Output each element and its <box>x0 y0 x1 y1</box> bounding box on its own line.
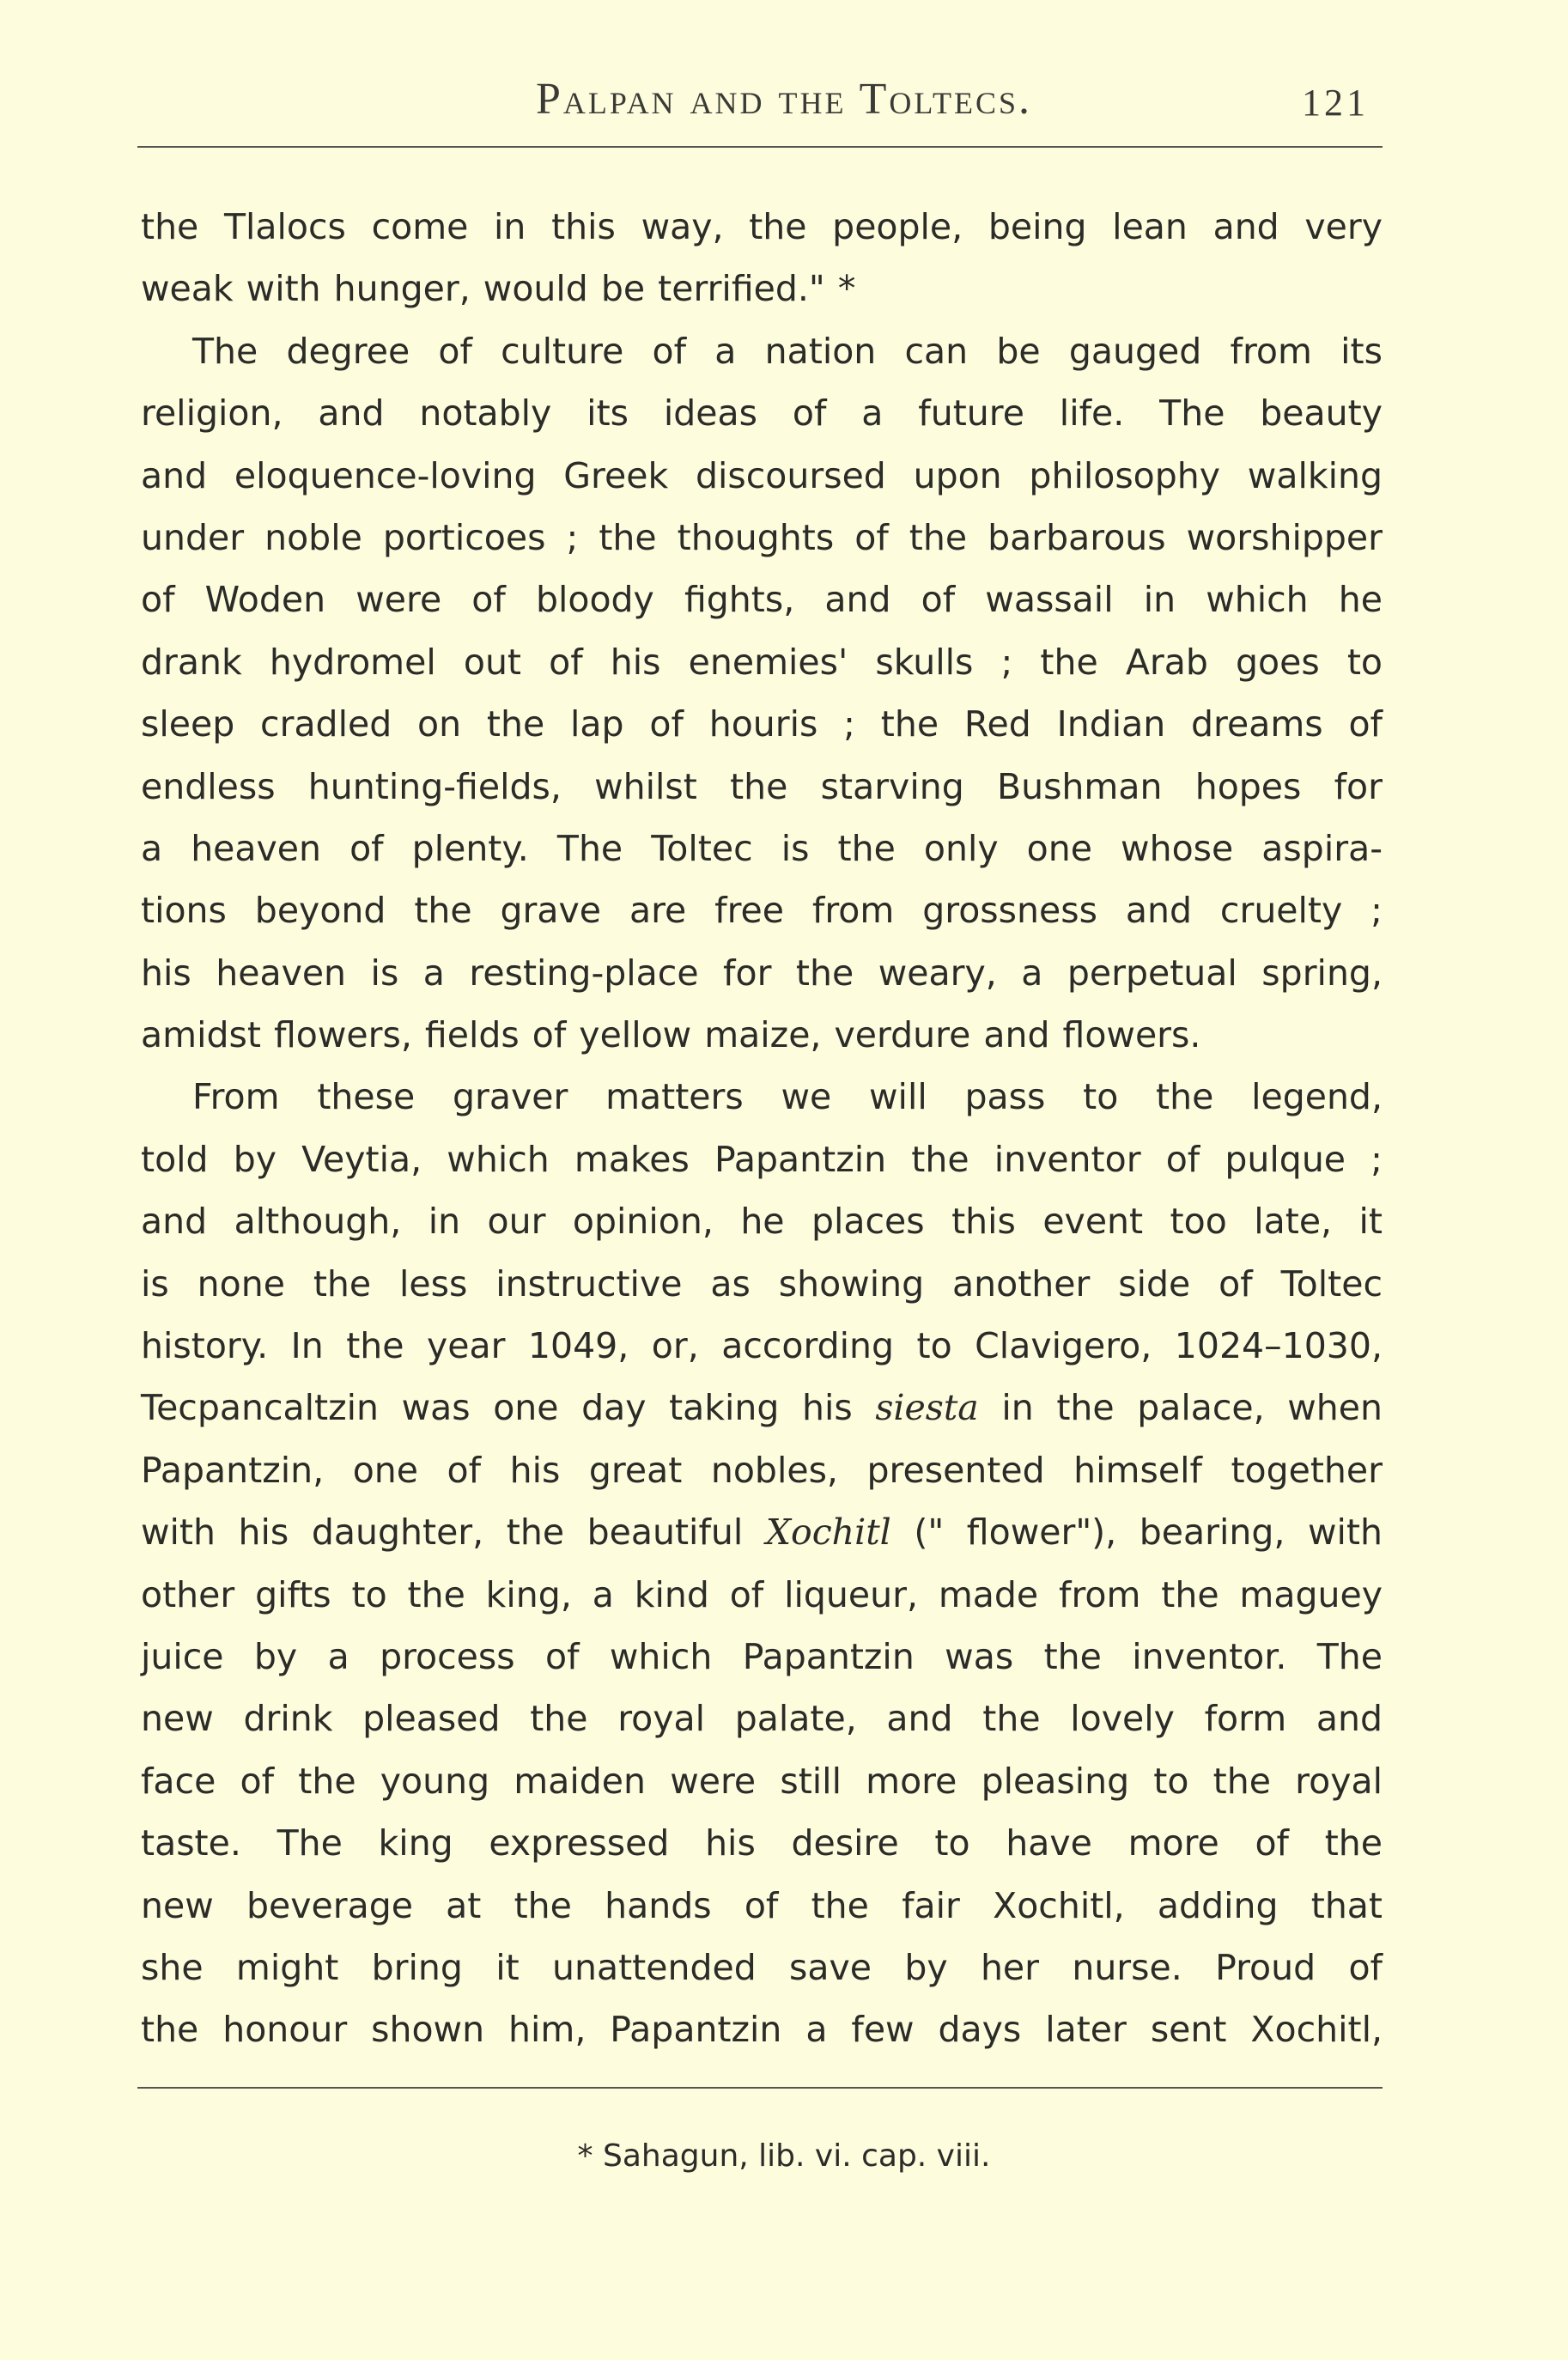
text-line: religion, and notably its ideas of a future life. The beauty <box>141 392 1383 435</box>
text-line: the honour shown him, Papantzin a few days later sent Xochitl, <box>141 2009 1383 2051</box>
text-line: and eloquence-loving Greek discoursed upon philosophy walking <box>141 454 1383 496</box>
text-line: she might bring it unattended save by her nurse. Proud of <box>141 1946 1383 1988</box>
page-number: 121 <box>1302 82 1369 124</box>
text-line: weak with hunger, would be terrified." * <box>141 268 856 310</box>
italic-term: Xochitl <box>765 1511 891 1554</box>
body-text <box>141 196 1383 2061</box>
text-segment: (" flower"), bearing, with <box>914 1511 1383 1554</box>
running-head <box>0 74 1568 125</box>
italic-term: siesta <box>875 1387 979 1429</box>
text-line: other gifts to the king, a kind of liqueur, made from the maguey <box>141 1573 1383 1615</box>
text-line <box>141 1501 1383 1563</box>
text-segment: Tecpancaltzin was one day taking his <box>141 1387 853 1429</box>
text-line: the Tlalocs come in this way, the people, being lean and very <box>141 206 1383 247</box>
text-segment: in the palace, when <box>1001 1387 1383 1429</box>
text-line: face of the young maiden were still more pleasing to the royal <box>141 1760 1383 1802</box>
text-line: Papantzin, one of his great nobles, presented himself together <box>141 1449 1383 1491</box>
text-line: taste. The king expressed his desire to have more of the <box>141 1822 1383 1864</box>
text-line: From these graver matters we will pass to the legend, <box>192 1076 1383 1118</box>
footnote: * Sahagun, lib. vi. cap. viii. <box>577 2138 991 2174</box>
text-line: drank hydromel out of his enemies' skulls ; the Arab goes to <box>141 641 1383 683</box>
text-line: his heaven is a resting-place for the weary, a perpetual spring, <box>141 952 1383 994</box>
text-line: a heaven of plenty. The Toltec is the only one whose aspira- <box>141 827 1383 869</box>
text-line: history. In the year 1049, or, according to Clavigero, 1024–1030, <box>141 1325 1383 1367</box>
text-line: under noble porticoes ; the thoughts of the barbarous worshipper <box>141 516 1383 558</box>
text-line: endless hunting-fields, whilst the starving Bushman hopes for <box>141 765 1383 807</box>
text-line: The degree of culture of a nation can be gauged from its <box>192 330 1383 372</box>
header-rule <box>137 146 1383 148</box>
footnote-rule <box>137 2087 1383 2089</box>
text-line: is none the less instructive as showing another side of Toltec <box>141 1262 1383 1305</box>
text-line: new beverage at the hands of the fair Xochitl, adding that <box>141 1884 1383 1926</box>
text-segment: with his daughter, the beautiful <box>141 1511 744 1554</box>
text-line: amidst flowers, fields of yellow maize, verdure and flowers. <box>141 1014 1201 1056</box>
text-line: tions beyond the grave are free from grossness and cruelty ; <box>141 890 1383 932</box>
running-title: Palpan and the Toltecs. <box>535 75 1033 124</box>
text-line: of Woden were of bloody fights, and of wassail in which he <box>141 579 1383 621</box>
text-line: sleep cradled on the lap of houris ; the Red Indian dreams of <box>141 703 1383 745</box>
text-line: juice by a process of which Papantzin was the inventor. The <box>141 1635 1383 1677</box>
text-line: told by Veytia, which makes Papantzin the inventor of pulque ; <box>141 1138 1383 1180</box>
text-line <box>141 1377 1383 1439</box>
text-line: new drink pleased the royal palate, and the lovely form and <box>141 1698 1383 1740</box>
text-line: and although, in our opinion, he places this event too late, it <box>141 1201 1383 1243</box>
